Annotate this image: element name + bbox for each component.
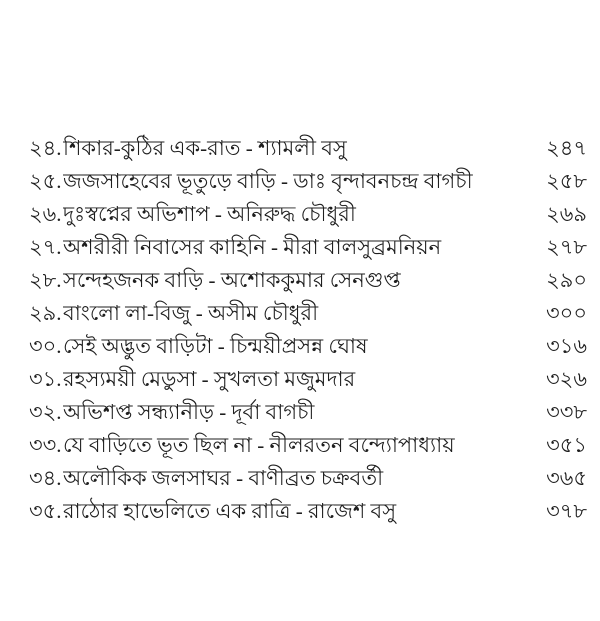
- entry-page-number: ২৫৮: [546, 169, 587, 193]
- entry-number: ৩১.: [29, 367, 62, 391]
- entry-number: ২৯.: [29, 301, 62, 325]
- entry-number: ৩০.: [29, 334, 62, 358]
- entry-title: অলৌকিক জলসাঘর - বাণীব্রত চক্রবর্তী: [63, 466, 384, 490]
- toc-row: [29, 198, 587, 231]
- toc-row: [29, 165, 587, 198]
- entry-number: ২৬.: [29, 202, 62, 226]
- entry-number: ২৭.: [29, 235, 62, 259]
- toc-row: [29, 330, 587, 363]
- entry-page-number: ৩৩৮: [546, 400, 587, 424]
- toc-row: [29, 231, 587, 264]
- entry-page-number: ৩১৬: [546, 334, 587, 358]
- entry-title: রাঠোর হাভেলিতে এক রাত্রি - রাজেশ বসু: [63, 499, 397, 523]
- entry-page-number: ২৬৯: [546, 202, 587, 226]
- toc-row: [29, 462, 587, 495]
- entry-title: জজসাহেবের ভূতুড়ে বাড়ি - ডাঃ বৃন্দাবনচন্দ্র বাগচী: [63, 169, 473, 193]
- entry-page-number: ২৪৭: [546, 136, 587, 160]
- entry-number: ৩৪.: [29, 466, 62, 490]
- entry-title: বাংলো লা-বিজু - অসীম চৌধুরী: [63, 301, 319, 325]
- entry-number: ৩২.: [29, 400, 62, 424]
- entry-title: অভিশপ্ত সন্ধ্যানীড় - দূর্বা বাগচী: [63, 400, 315, 424]
- entry-title: সন্দেহজনক বাড়ি - অশোককুমার সেনগুপ্ত: [63, 268, 401, 292]
- entry-number: ৩৫.: [29, 499, 62, 523]
- toc-row: [29, 297, 587, 330]
- entry-title: দুঃস্বপ্নের অভিশাপ - অনিরুদ্ধ চৌধুরী: [63, 202, 356, 226]
- entry-title: শিকার-কুঠির এক-রাত - শ্যামলী বসু: [63, 136, 347, 160]
- entry-page-number: ৩২৬: [546, 367, 587, 391]
- entry-page-number: ৩৬৫: [546, 466, 587, 490]
- toc-row: [29, 495, 587, 528]
- entry-page-number: ৩০০: [546, 301, 587, 325]
- entry-page-number: ২৭৮: [546, 235, 587, 259]
- entry-page-number: ৩৫১: [546, 433, 587, 457]
- toc-row: [29, 396, 587, 429]
- entry-number: ২৮.: [29, 268, 62, 292]
- toc-row: [29, 132, 587, 165]
- entry-number: ৩৩.: [29, 433, 62, 457]
- entry-title: রহস্যময়ী মেডুসা - সুখলতা মজুমদার: [63, 367, 356, 391]
- table-of-contents: [29, 132, 587, 528]
- entry-title: অশরীরী নিবাসের কাহিনি - মীরা বালসুব্রমনিয়ন: [63, 235, 442, 259]
- toc-row: [29, 429, 587, 462]
- entry-number: ২৫.: [29, 169, 62, 193]
- entry-title: সেই অদ্ভুত বাড়িটা - চিন্ময়ীপ্রসন্ন ঘোষ: [63, 334, 368, 358]
- entry-number: ২৪.: [29, 136, 62, 160]
- toc-row: [29, 363, 587, 396]
- entry-page-number: ২৯০: [546, 268, 587, 292]
- entry-page-number: ৩৭৮: [546, 499, 587, 523]
- entry-title: যে বাড়িতে ভূত ছিল না - নীলরতন বন্দ্যোপাধ্যায়: [63, 433, 455, 457]
- toc-row: [29, 264, 587, 297]
